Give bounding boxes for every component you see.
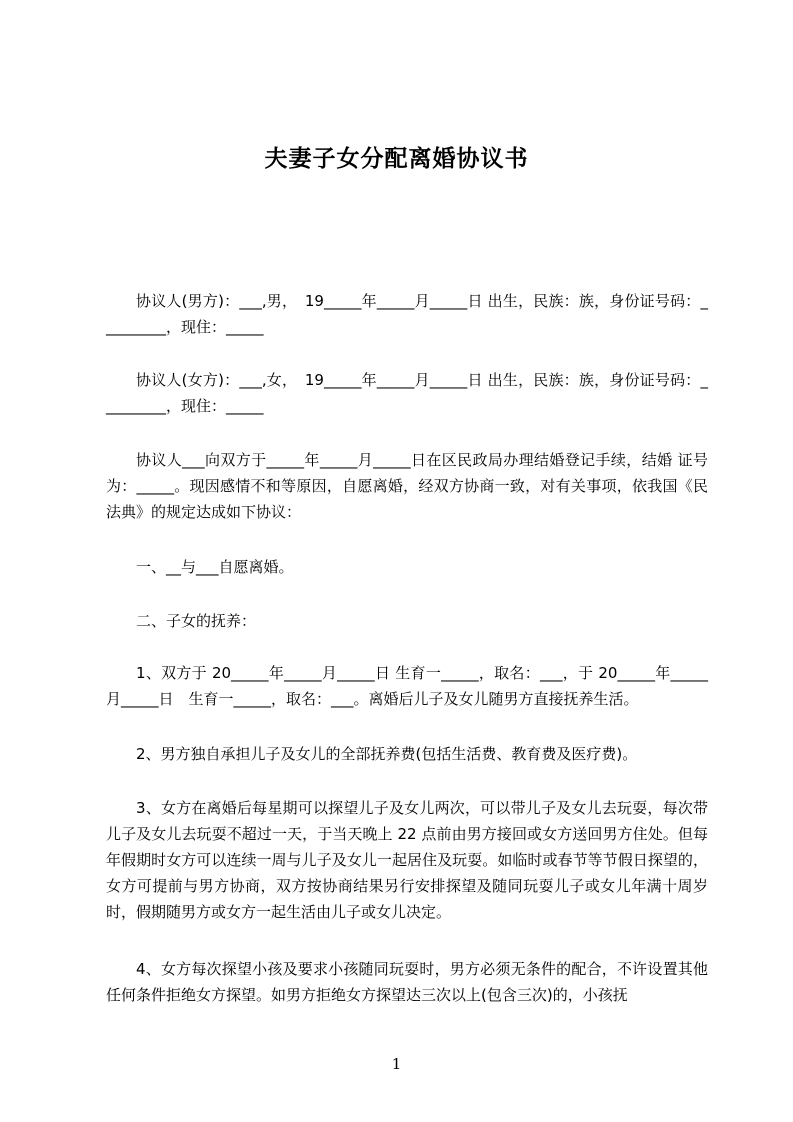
section-heading-custody: 二、子女的抚养： [136, 612, 257, 630]
marriage-registration-paragraph: 协议人___向双方于_____年_____月_____日在区民政局办理结婚登记手续，结婚 证号为：_____。现因感情不和等原因，自愿离婚，经双方协商一致，对有关事项，依我国《民法典》的规定达成如下协议： [106, 451, 708, 521]
page-number: 1 [391, 1055, 402, 1073]
party-male-paragraph: 协议人(男方)：___,男， 19_____年_____月_____日 出生，民族：族，身份证号码：_________，现住：_____ [106, 292, 708, 336]
clause-visitation-cooperation: 4、女方每次探望小孩及要求小孩随同玩耍时，男方必须无条件的配合，不许设置其他任何条件拒绝女方探望。如男方拒绝女方探望达三次以上(包含三次)的，小孩抚 [106, 960, 708, 1004]
document-title: 夫妻子女分配离婚协议书 [264, 146, 529, 172]
clause-birth-info: 1、双方于 20_____年_____月_____日 生育一_____，取名：___，于 20_____年_____月_____日 生育一_____，取名：___。离婚后儿子及女儿随男方直接抚养生活。 [106, 664, 708, 708]
clause-visitation: 3、女方在离婚后每星期可以探望儿子及女儿两次，可以带儿子及女儿去玩耍，每次带儿子及女儿去玩耍不超过一天，于当天晚上 22 点前由男方接回或女方送回男方住处。但每年假期时女方可以连续一周与儿子及女儿一起居住及玩耍。如临时或春节等节假日探望的，女方可提前与男方协商，双方按协商结果另行安排探望及随同玩耍儿子或女儿年满十周岁时，假期随男方或女方一起生活由儿子或女儿决定。 [106, 799, 708, 921]
clause-support-costs: 2、男方独自承担儿子及女儿的全部抚养费(包括生活费、教育费及医疗费)。 [136, 745, 638, 763]
party-female-paragraph: 协议人(女方)：___,女， 19_____年_____月_____日 出生，民族：族，身份证号码：_________，现住：_____ [106, 371, 708, 415]
section-heading-divorce: 一、__与___自愿离婚。 [136, 558, 294, 576]
